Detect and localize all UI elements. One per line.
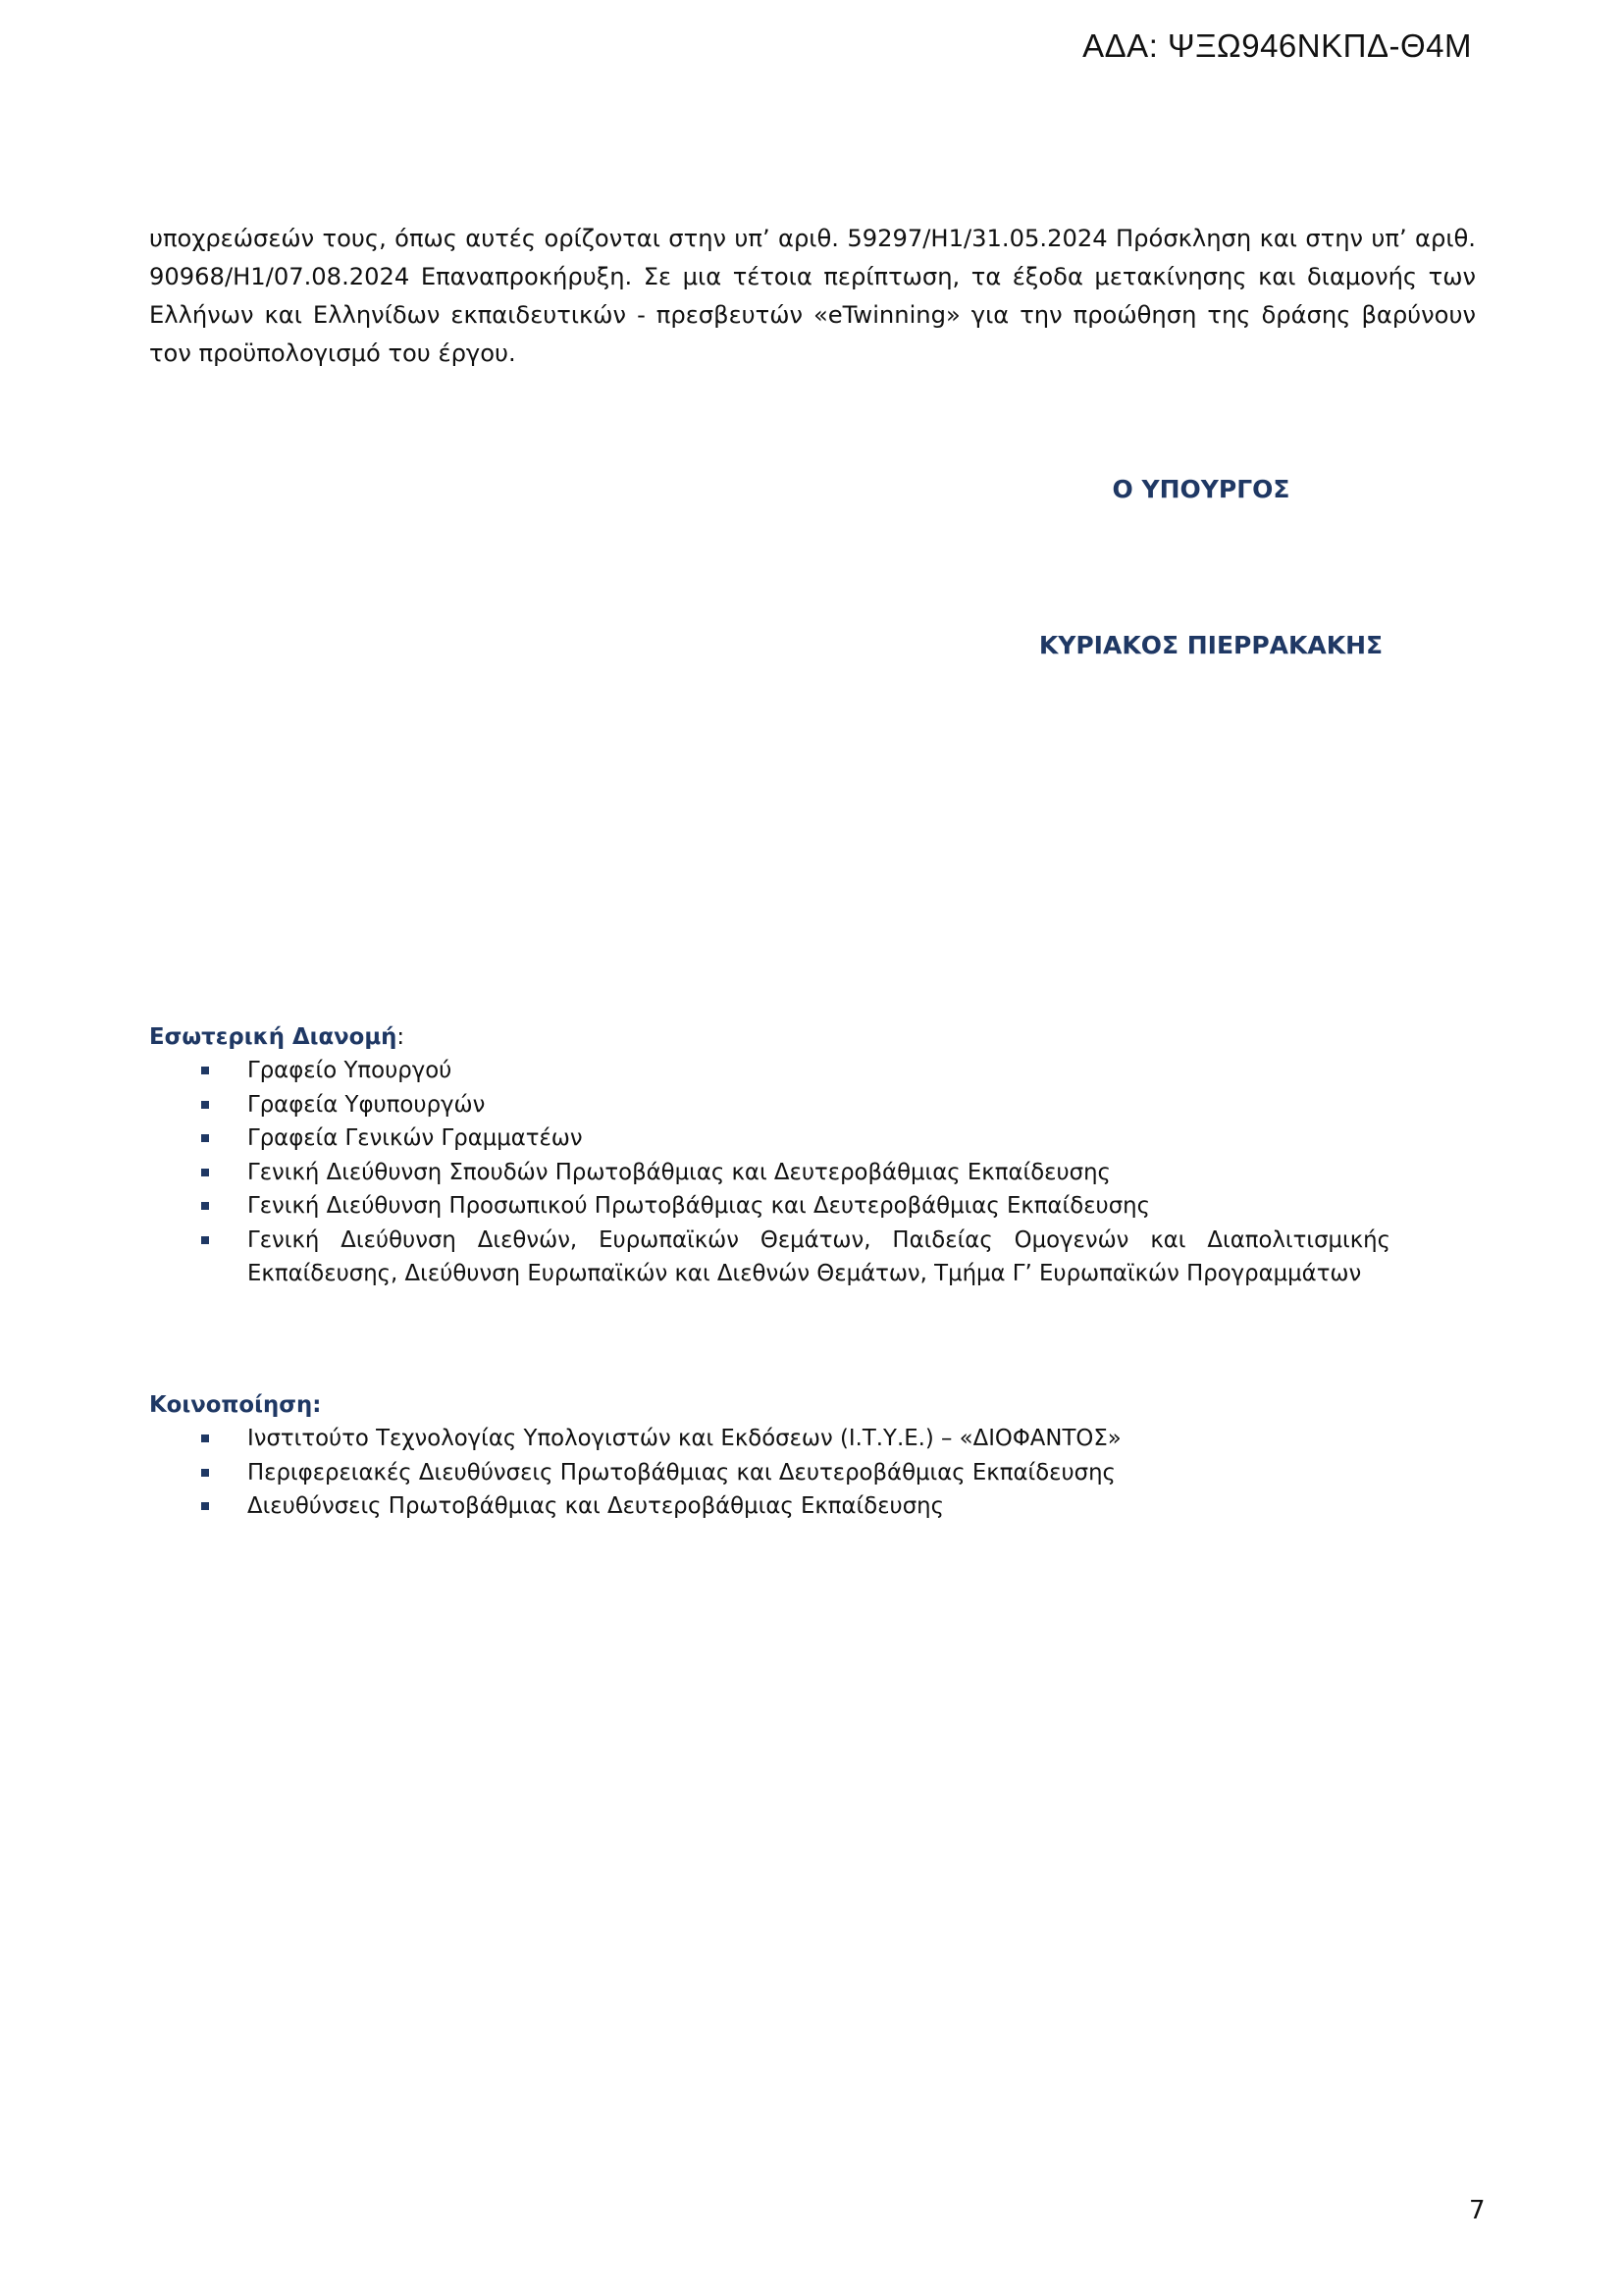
list-item-text: Γενική Διεύθυνση Σπουδών Πρωτοβάθμιας και Δευτεροβάθμιας Εκπαίδευσης — [247, 1159, 1111, 1185]
square-bullet-icon — [201, 1134, 209, 1142]
list-item-text: Γραφείο Υπουργού — [247, 1058, 452, 1083]
list-item-text: Ινστιτούτο Τεχνολογίας Υπολογιστών και Εκδόσεων (Ι.Τ.Υ.Ε.) – «ΔΙΟΦΑΝΤΟΣ» — [247, 1426, 1122, 1451]
notification-list — [149, 1422, 1122, 1524]
internal-distribution-heading-text: Εσωτερική Διανομή — [149, 1024, 397, 1050]
list-item-text: Περιφερειακές Διευθύνσεις Πρωτοβάθμιας και Δευτεροβάθμιας Εκπαίδευσης — [247, 1459, 1116, 1486]
square-bullet-icon — [201, 1067, 209, 1074]
list-item — [149, 1224, 1390, 1291]
signature-title: Ο ΥΠΟΥΡΓΟΣ — [1112, 475, 1290, 503]
list-item — [149, 1422, 1122, 1456]
heading-colon: : — [396, 1024, 405, 1050]
square-bullet-icon — [201, 1469, 209, 1477]
list-item — [149, 1088, 1390, 1122]
internal-distribution-list — [149, 1054, 1390, 1291]
square-bullet-icon — [201, 1236, 209, 1244]
internal-distribution-section — [149, 1020, 1390, 1291]
square-bullet-icon — [201, 1434, 209, 1442]
list-item-text: Γενική Διεύθυνση Προσωπικού Πρωτοβάθμιας και Δευτεροβάθμιας Εκπαίδευσης — [247, 1193, 1151, 1219]
list-item-text: Διευθύνσεις Πρωτοβάθμιας και Δευτεροβάθμιας Εκπαίδευσης — [247, 1493, 945, 1519]
list-item — [149, 1156, 1390, 1190]
list-item — [149, 1189, 1390, 1224]
notification-section — [149, 1388, 1122, 1524]
square-bullet-icon — [201, 1101, 209, 1109]
list-item — [149, 1456, 1122, 1490]
list-item-text: Γραφεία Υφυπουργών — [247, 1091, 486, 1118]
list-item — [149, 1489, 1122, 1524]
body-paragraph: υποχρεώσεών τους, όπως αυτές ορίζονται στην υπ’ αριθ. 59297/Η1/31.05.2024 Πρόσκληση και στην υπ’ αριθ. 90968/Η1/07.08.2024 Επαναπροκήρυξη. Σε μια τέτοια περίπτωση, τα έξοδα μετακίνησης και διαμονής των Ελλήνων και Ελληνίδων εκπαιδευτικών - πρεσβευτών «eTwinning» για την προώθηση της δράσης βαρύνουν τον προϋπολογισμό του έργου. — [149, 225, 1476, 368]
square-bullet-icon — [201, 1502, 209, 1510]
page-number: 7 — [1469, 2196, 1486, 2225]
signature-name: ΚΥΡΙΑΚΟΣ ΠΙΕΡΡΑΚΑΚΗΣ — [1038, 631, 1384, 659]
square-bullet-icon — [201, 1202, 209, 1210]
list-item-text: Γραφεία Γενικών Γραμματέων — [247, 1125, 583, 1151]
list-item — [149, 1054, 1390, 1088]
ada-code: ΑΔΑ: ΨΞΩ946ΝΚΠΔ-Θ4Μ — [1082, 27, 1472, 64]
square-bullet-icon — [201, 1169, 209, 1176]
list-item-text: Γενική Διεύθυνση Διεθνών, Ευρωπαϊκών Θεμάτων, Παιδείας Ομογενών και Διαπολιτισμικής Εκπαίδευσης, Διεύθυνση Ευρωπαϊκών και Διεθνών Θεμάτων, Τμήμα Γ’ Ευρωπαϊκών Προγραμμάτων — [247, 1226, 1390, 1286]
list-item — [149, 1121, 1390, 1156]
notification-heading: Κοινοποίηση: — [149, 1392, 322, 1418]
internal-distribution-heading — [149, 1020, 1390, 1054]
